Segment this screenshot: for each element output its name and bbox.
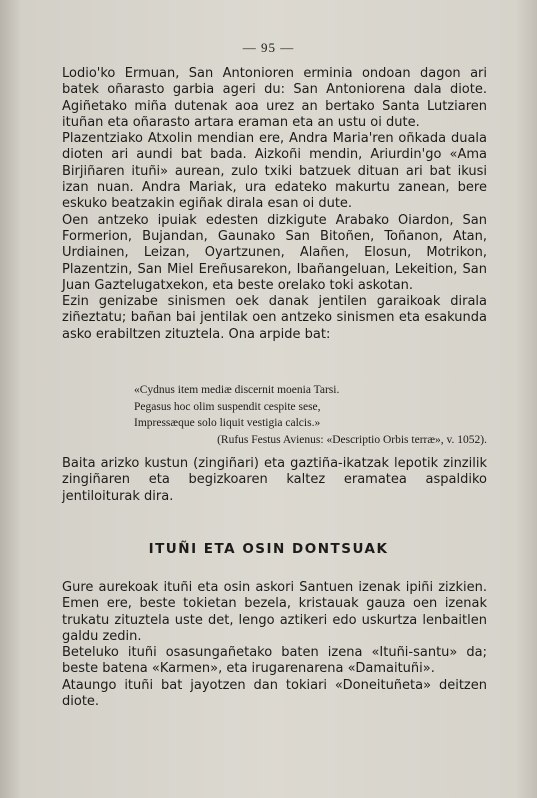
section-2 bbox=[62, 456, 487, 505]
paragraph: Plazentziako Atxolin mendian ere, Andra Maria'ren oñkada duala dioten ari aundi bat bada. Aizkoñi mendin, Ariurdin'go «Ama Birjiñaren ituñi» aurean, zulo txiki batzuek dituan ari bat ikusi izan nuan. Andra Mariak, ura edateko makurtu zanean, bere eskuko beatzakin egiñak dirala esan oi dute. bbox=[62, 131, 487, 212]
paragraph: Gure aurekoak ituñi eta osin askori Santuen izenak ipiñi zizkien. Emen ere, beste tokietan bezela, kristauak gauza oen izenak trukatu zituztela uste det, lengo aztikeri edo uskurtza lenbaitlen galdu zedin. bbox=[62, 580, 487, 644]
quote-line: Pegasus hoc olim suspendit cespite sese, bbox=[134, 400, 321, 413]
paragraph: Ezin genizabe sinismen oek danak jentilen garaikoak dirala ziñeztatu; bañan bai jentilak oen antzeko sinismen eta esakunda asko erabiltzen zituztela. Ona arpide bat: bbox=[62, 294, 487, 342]
quote-line: Impressæque solo liquit vestigia calcis.» bbox=[134, 417, 321, 429]
paragraph: Lodio'ko Ermuan, San Antonioren erminia ondoan dagon ari batek oñarasto garbia ageri du: San Antoniorena dala diote. Agiñetako miña dutenak aoa urez an bertako Santa Lutziaren ituñan eta oñarasto artara eraman eta an ustu oi dute. bbox=[62, 66, 487, 130]
section-3 bbox=[62, 580, 487, 710]
quote-source: (Rufus Festus Avienus: «Descriptio Orbis terræ», v. 1052). bbox=[217, 433, 487, 446]
section-1 bbox=[62, 66, 487, 343]
paragraph: Ataungo ituñi bat jayotzen dan tokiari «Doneituñeta» deitzen diote. bbox=[62, 677, 487, 710]
paragraph: Beteluko ituñi osasungañetako baten izena «Ituñi-santu» da; beste batena «Karmen», eta irugarenarena «Damaituñi». bbox=[62, 645, 487, 677]
latin-quote bbox=[62, 382, 487, 448]
quote-line: «Cydnus item mediæ discernit moenia Tarsi. bbox=[134, 384, 340, 396]
section-heading: ITUÑI ETA OSIN DONTSUAK bbox=[148, 541, 389, 557]
page-number: — 95 — bbox=[242, 40, 295, 55]
paragraph: Oen antzeko ipuiak edesten dizkigute Arabako Oiardon, San Formerion, Bujandan, Gaunako San Bitoñen, Toñanon, Atan, Urdiainen, Leizan, Oyartzunen, Alañen, Elosun, Motrikon, Plazentzin, San Miel Ereñusarekon, Ibañangeluan, Lekeition, San Juan Gaztelugatxekon, eta beste orelako toki askotan. bbox=[62, 212, 487, 293]
paragraph: Baita arizko kustun (zingiñari) eta gaztiña-ikatzak lepotik zinzilik zingiñaren eta begizkoaren kaltez eramatea aspaldiko jentiloiturak dira. bbox=[62, 456, 487, 504]
